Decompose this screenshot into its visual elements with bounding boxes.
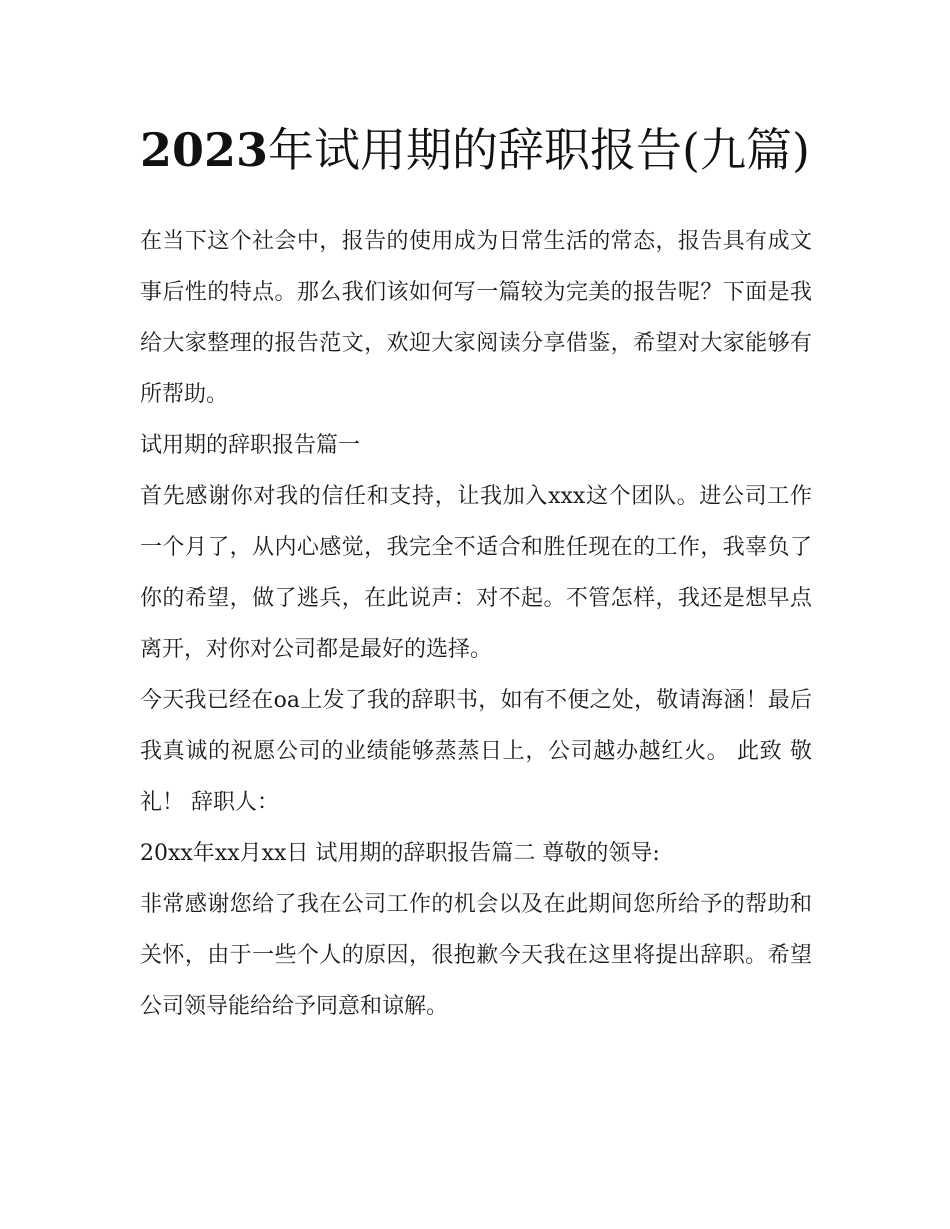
date-and-section-two-line: 20xx年xx月xx日 试用期的辞职报告篇二 尊敬的领导:: [140, 841, 660, 866]
body-paragraph: 今天我已经在oa上发了我的辞职书，如有不便之处，敬请海涵！最后我真诚的祝愿公司的业绩能够蒸蒸日上，公司越办越红火。 此致 敬礼！ 辞职人：: [140, 688, 812, 815]
section-heading-one: 试用期的辞职报告篇一: [140, 433, 361, 458]
body-paragraph: 非常感谢您给了我在公司工作的机会以及在此期间您所给予的帮助和关怀，由于一些个人的原因，很抱歉今天我在这里将提出辞职。希望公司领导能给给予同意和谅解。: [140, 892, 812, 1019]
title-text: 年试用期的辞职报告(九篇): [268, 123, 810, 177]
title-year: 2023: [140, 123, 269, 177]
intro-paragraph: 在当下这个社会中，报告的使用成为日常生活的常态，报告具有成文事后性的特点。那么我们该如何写一篇较为完美的报告呢？下面是我给大家整理的报告范文，欢迎大家阅读分享借鉴，希望对大家能够有所帮助。: [140, 229, 812, 407]
document-body: [140, 216, 812, 1032]
document-content: [140, 112, 812, 1032]
body-paragraph: 首先感谢你对我的信任和支持，让我加入xxx这个团队。进公司工作一个月了，从内心感觉，我完全不适合和胜任现在的工作，我辜负了你的希望，做了逃兵，在此说声：对不起。不管怎样，我还是想早点离开，对你对公司都是最好的选择。: [140, 484, 812, 662]
document-title: [140, 112, 812, 188]
